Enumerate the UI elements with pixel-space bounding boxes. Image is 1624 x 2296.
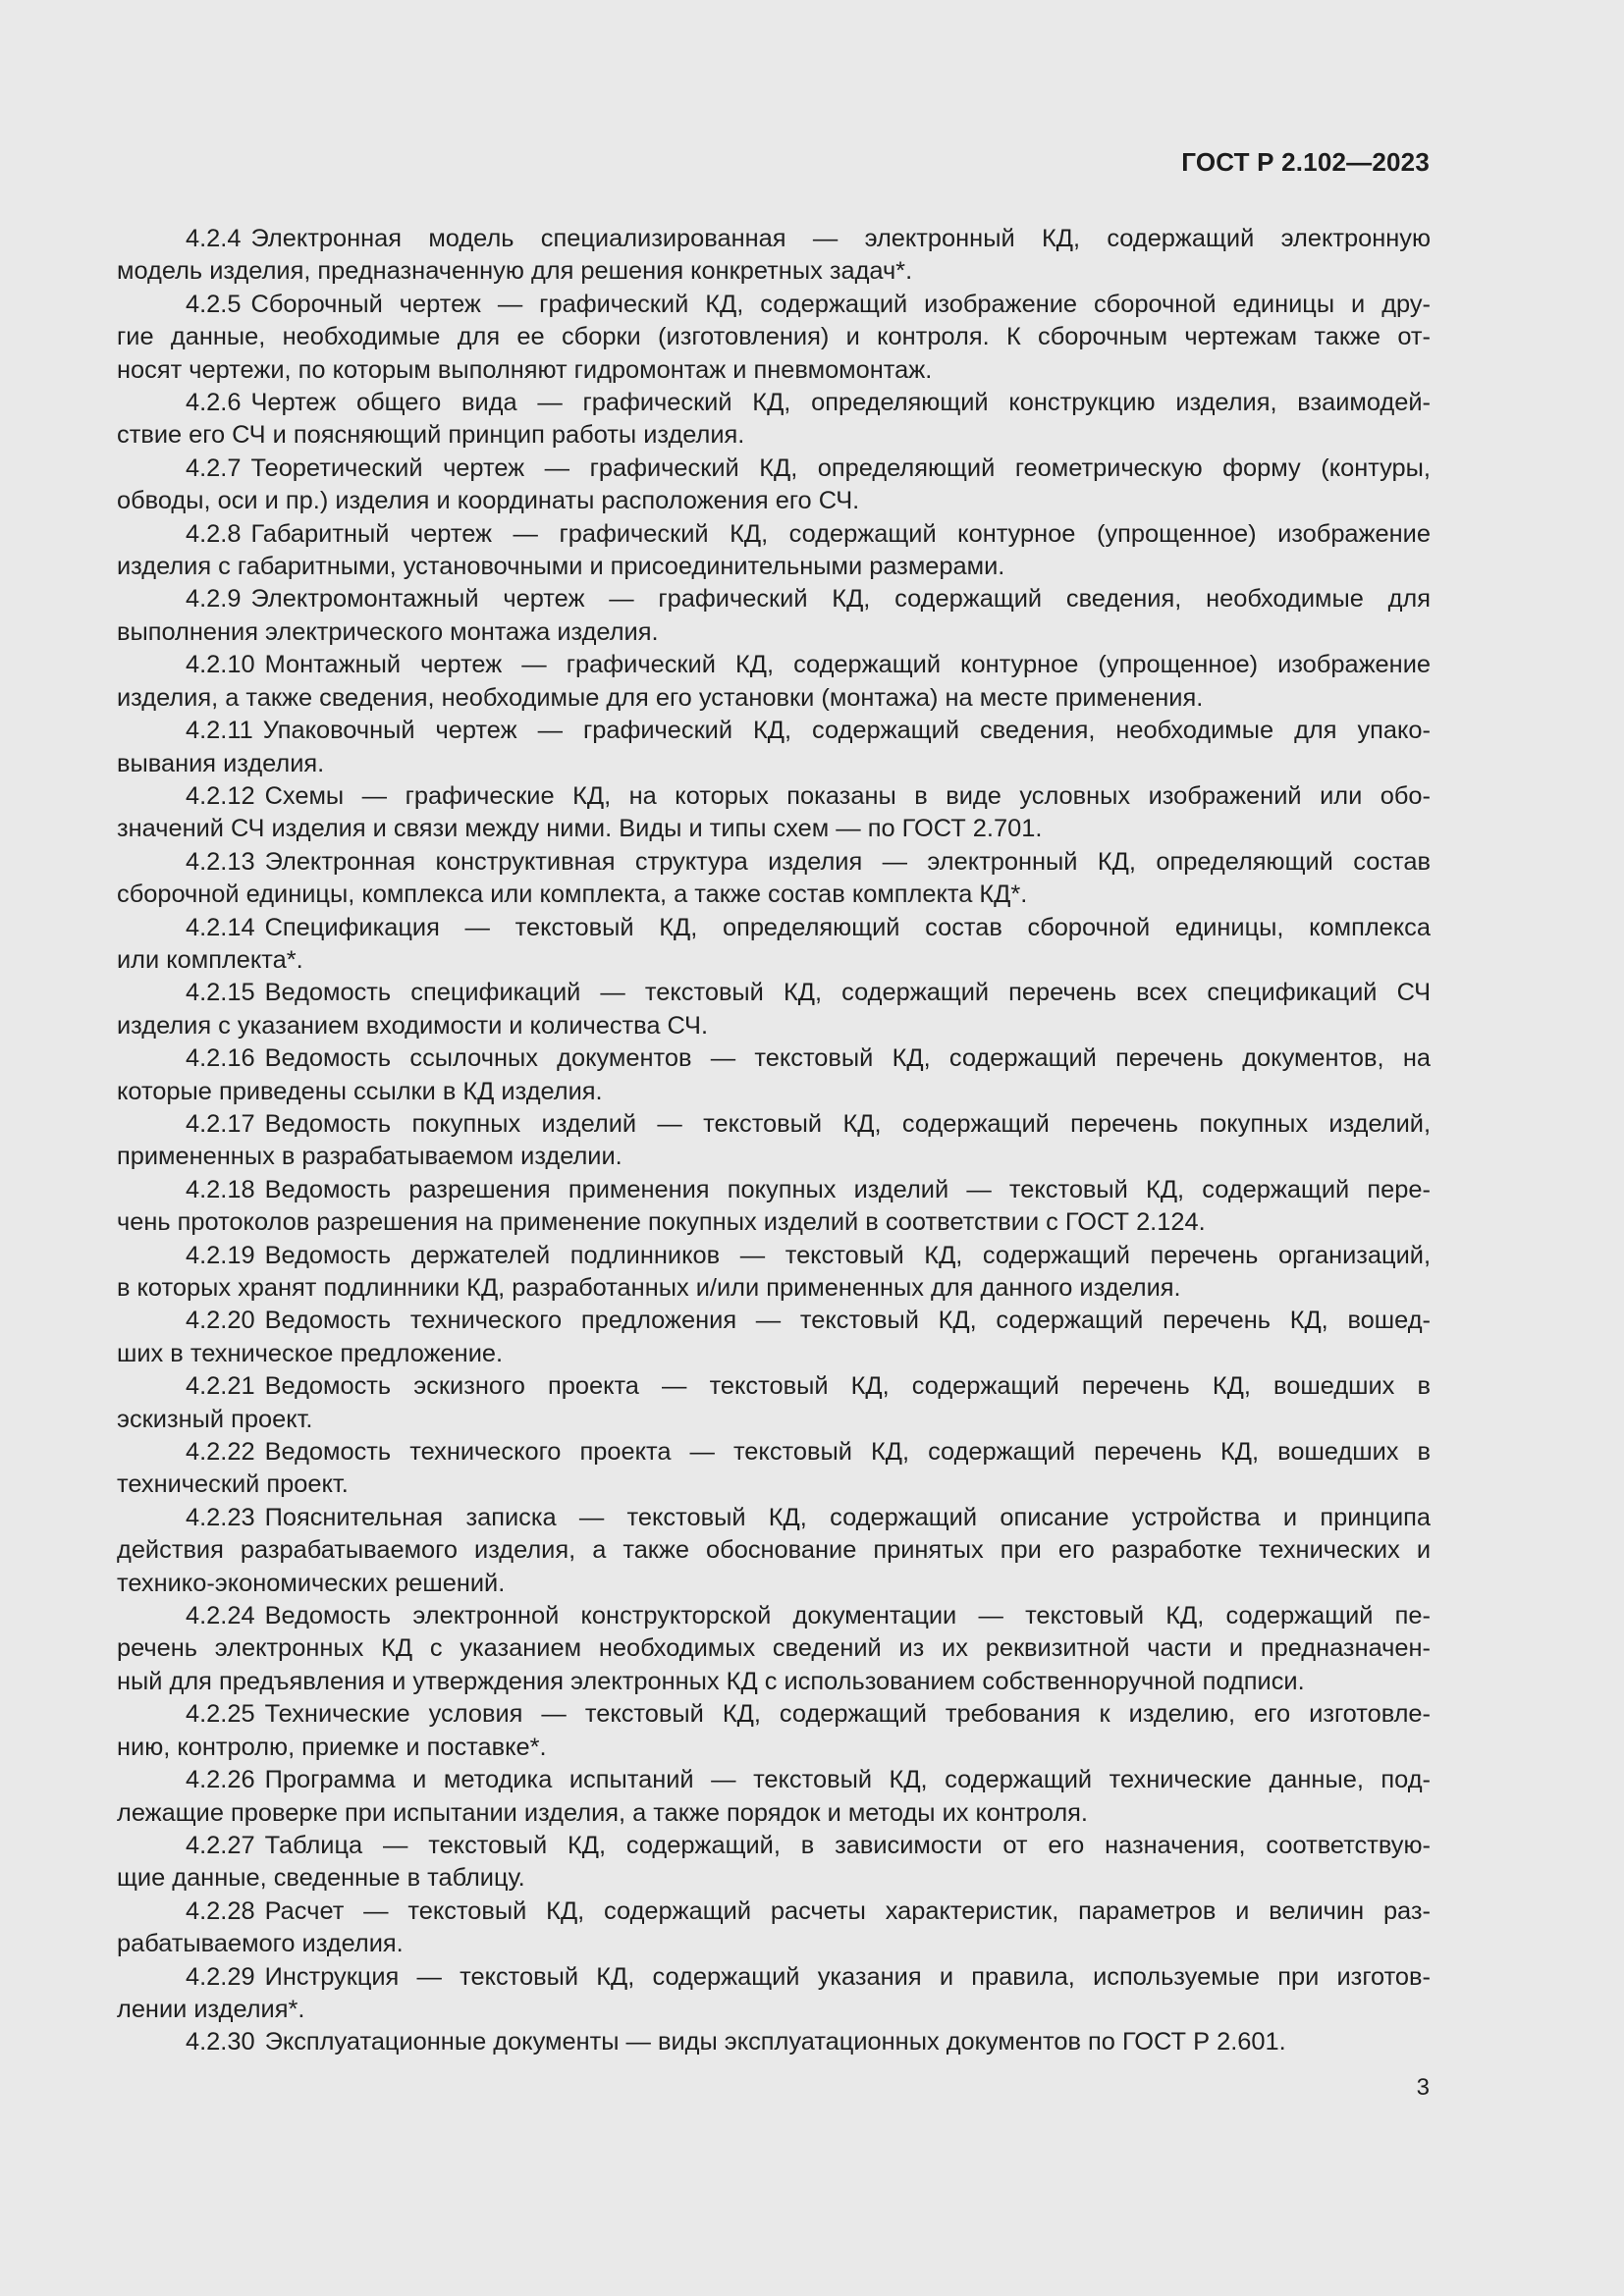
term-number: 4.2.11 [186,717,253,745]
paragraph-first-line [117,583,1431,615]
term-text: Эксплуатационные документы — виды эксплуатационных документов по ГОСТ Р 2.601. [264,2028,1286,2056]
paragraph-first-line [117,1108,1431,1141]
term-paragraph [117,1174,1431,1240]
paragraph-first-line [117,649,1431,681]
term-number: 4.2.19 [186,1241,255,1269]
paragraph-first-line [117,780,1431,813]
paragraph-line: в которых хранят подлинники КД, разработанных и/или примененных для данного изделия. [117,1274,1181,1302]
term-paragraph [117,583,1431,649]
term-number: 4.2.12 [186,781,255,810]
term-number: 4.2.9 [186,585,242,614]
paragraph-line: действия разрабатываемого изделия, а также обоснование принятых при его разработке технических и [117,1536,1431,1565]
paragraph-first-line [117,1370,1431,1403]
term-paragraph [117,1961,1431,2027]
paragraph-line: чень протоколов разрешения на применение покупных изделий в соответствии с ГОСТ 2.124. [117,1208,1206,1237]
paragraph-line: изделия, а также сведения, необходимые для его установки (монтажа) на месте применения. [117,683,1204,712]
term-text: Электронная конструктивная структура изделия — электронный КД, определяющий состав [264,847,1431,876]
paragraph-line: которые приведены ссылки в КД изделия. [117,1077,603,1105]
term-text: Ведомость держателей подлинников — текстовый КД, содержащий перечень организаций, [264,1241,1431,1269]
term-paragraph [117,1042,1431,1108]
term-number: 4.2.15 [186,979,255,1007]
term-paragraph [117,518,1431,584]
term-number: 4.2.25 [186,1700,255,1729]
paragraph-line: носят чертежи, по которым выполняют гидромонтаж и пневмомонтаж. [117,355,933,384]
term-paragraph [117,453,1431,518]
term-number: 4.2.28 [186,1896,255,1925]
paragraph-first-line [117,1305,1431,1337]
term-number: 4.2.29 [186,1962,255,1991]
term-text: Расчет — текстовый КД, содержащий расчеты характеристик, параметров и величин раз- [264,1896,1431,1925]
paragraph-first-line [117,1502,1431,1534]
term-paragraph [117,1240,1431,1306]
term-text: Ведомость разрешения применения покупных изделий — текстовый КД, содержащий пере- [264,1175,1431,1203]
term-paragraph [117,649,1431,715]
paragraph-line: обводы, оси и пр.) изделия и координаты расположения его СЧ. [117,487,860,515]
term-paragraph [117,223,1431,289]
paragraph-line: ствие его СЧ и поясняющий принцип работы изделия. [117,421,745,450]
term-paragraph [117,1764,1431,1830]
term-paragraph [117,387,1431,453]
paragraph-line: технико-экономических решений. [117,1569,506,1597]
paragraph-first-line [117,1830,1431,1862]
term-number: 4.2.20 [186,1307,255,1335]
standard-designation: ГОСТ Р 2.102—2023 [1181,147,1430,177]
paragraph-first-line [117,1698,1431,1731]
term-text: Монтажный чертеж — графический КД, содержащий контурное (упрощенное) изображение [264,651,1431,679]
term-text: Ведомость покупных изделий — текстовый КД, содержащий перечень покупных изделий, [264,1109,1431,1138]
term-text: Габаритный чертеж — графический КД, содержащий контурное (упрощенное) изображение [250,519,1431,548]
term-paragraph [117,1108,1431,1174]
term-paragraph [117,1502,1431,1600]
paragraph-line: вывания изделия. [117,749,325,777]
term-text: Схемы — графические КД, на которых показаны в виде условных изображений или обо- [264,781,1431,810]
paragraph-line: ших в техническое предложение. [117,1339,504,1367]
paragraph-line: эскизный проект. [117,1405,313,1433]
term-text: Ведомость эскизного проекта — текстовый КД, содержащий перечень КД, вошедших в [264,1372,1431,1401]
paragraph-line: щие данные, сведенные в таблицу. [117,1864,525,1893]
term-text: Таблица — текстовый КД, содержащий, в зависимости от его назначения, соответствую- [264,1831,1431,1859]
term-text: Ведомость ссылочных документов — текстовый КД, содержащий перечень документов, на [264,1044,1431,1073]
term-number: 4.2.16 [186,1044,255,1073]
term-number: 4.2.10 [186,651,255,679]
paragraph-first-line [117,387,1431,419]
paragraph-line: значений СЧ изделия и связи между ними. Виды и типы схем — по ГОСТ 2.701. [117,815,1043,843]
terms-list [117,223,1431,2059]
paragraph-line: технический проект. [117,1470,349,1499]
paragraph-first-line [117,1764,1431,1796]
paragraph-line: лении изделия*. [117,1995,305,2023]
term-text: Электронная модель специализированная — электронный КД, содержащий электронную [250,225,1431,252]
paragraph-first-line [117,223,1431,255]
paragraph-line: нию, контролю, приемке и поставке*. [117,1733,547,1761]
paragraph-line: сборочной единицы, комплекса или комплекта, а также состав комплекта КД*. [117,881,1028,909]
paragraph-first-line [117,518,1431,551]
term-number: 4.2.27 [186,1831,255,1859]
paragraph-first-line [117,977,1431,1009]
term-paragraph [117,1305,1431,1370]
paragraph-line: или комплекта*. [117,945,303,974]
term-number: 4.2.24 [186,1602,255,1630]
term-text: Чертеж общего вида — графический КД, определяющий конструкцию изделия, взаимодей- [250,389,1431,417]
term-paragraph [117,977,1431,1042]
paragraph-first-line [117,715,1431,747]
paragraph-first-line [117,1896,1431,1928]
paragraph-line: примененных в разрабатываемом изделии. [117,1143,623,1171]
term-text: Сборочный чертеж — графический КД, содержащий изображение сборочной единицы и дру- [250,290,1431,318]
term-text: Ведомость технического предложения — текстовый КД, содержащий перечень КД, вошед- [264,1307,1431,1335]
term-text: Электромонтажный чертеж — графический КД, содержащий сведения, необходимые для [250,585,1431,614]
term-number: 4.2.14 [186,913,255,941]
term-number: 4.2.30 [186,2028,255,2056]
term-text: Ведомость технического проекта — текстовый КД, содержащий перечень КД, вошедших в [264,1438,1431,1467]
term-text: Ведомость спецификаций — текстовый КД, содержащий перечень всех спецификаций СЧ [264,979,1431,1007]
term-paragraph [117,846,1431,912]
term-paragraph [117,912,1431,978]
term-number: 4.2.17 [186,1109,255,1138]
paragraph-line: изделия с габаритными, установочными и присоединительными размерами. [117,553,1005,581]
term-number: 4.2.7 [186,454,242,482]
term-text: Пояснительная записка — текстовый КД, содержащий описание устройства и принципа [264,1503,1431,1531]
term-paragraph [117,1896,1431,1961]
term-text: Ведомость электронной конструкторской документации — текстовый КД, содержащий пе- [264,1602,1431,1630]
term-paragraph [117,715,1431,780]
paragraph-first-line [117,1961,1431,1994]
term-number: 4.2.22 [186,1438,255,1467]
term-number: 4.2.8 [186,519,242,548]
paragraph-first-line [117,2026,1431,2058]
paragraph-first-line [117,1174,1431,1206]
term-text: Теоретический чертеж — графический КД, определяющий геометрическую форму (контуры, [250,454,1431,482]
paragraph-first-line [117,1240,1431,1272]
paragraph-line: модель изделия, предназначенную для решения конкретных задач*. [117,257,913,286]
term-text: Программа и методика испытаний — текстовый КД, содержащий технические данные, под- [264,1766,1431,1794]
term-text: Инструкция — текстовый КД, содержащий указания и правила, используемые при изготов- [264,1962,1431,1991]
term-paragraph [117,1370,1431,1436]
term-paragraph [117,1600,1431,1698]
term-text: Спецификация — текстовый КД, определяющий состав сборочной единицы, комплекса [264,913,1431,941]
term-number: 4.2.23 [186,1503,255,1531]
term-paragraph [117,1830,1431,1896]
paragraph-line: речень электронных КД с указанием необходимых сведений из их реквизитной части и предназначен- [117,1634,1431,1663]
term-number: 4.2.4 [186,225,242,252]
paragraph-line: гие данные, необходимые для ее сборки (изготовления) и контроля. К сборочным чертежам также от- [117,323,1431,351]
page-number: 3 [1416,2074,1430,2101]
term-paragraph [117,1698,1431,1764]
paragraph-first-line [117,1042,1431,1075]
paragraph-first-line [117,1436,1431,1468]
term-number: 4.2.18 [186,1175,255,1203]
paragraph-line: ный для предъявления и утверждения электронных КД с использованием собственноручной подписи. [117,1667,1305,1695]
term-number: 4.2.6 [186,389,242,417]
paragraph-first-line [117,453,1431,485]
term-number: 4.2.21 [186,1372,255,1401]
term-paragraph [117,1436,1431,1502]
term-text: Упаковочный чертеж — графический КД, содержащий сведения, необходимые для упако- [262,717,1431,745]
paragraph-line: выполнения электрического монтажа изделия. [117,617,659,646]
term-paragraph [117,2026,1431,2058]
term-number: 4.2.5 [186,290,242,318]
paragraph-line: лежащие проверке при испытании изделия, а также порядок и методы их контроля. [117,1798,1088,1827]
term-paragraph [117,780,1431,846]
paragraph-first-line [117,912,1431,944]
term-text: Технические условия — текстовый КД, содержащий требования к изделию, его изготовле- [264,1700,1431,1729]
term-number: 4.2.13 [186,847,255,876]
paragraph-first-line [117,289,1431,321]
paragraph-line: рабатываемого изделия. [117,1930,404,1958]
paragraph-first-line [117,1600,1431,1632]
paragraph-first-line [117,846,1431,879]
paragraph-line: изделия с указанием входимости и количества СЧ. [117,1011,709,1040]
term-paragraph [117,289,1431,387]
term-number: 4.2.26 [186,1766,255,1794]
